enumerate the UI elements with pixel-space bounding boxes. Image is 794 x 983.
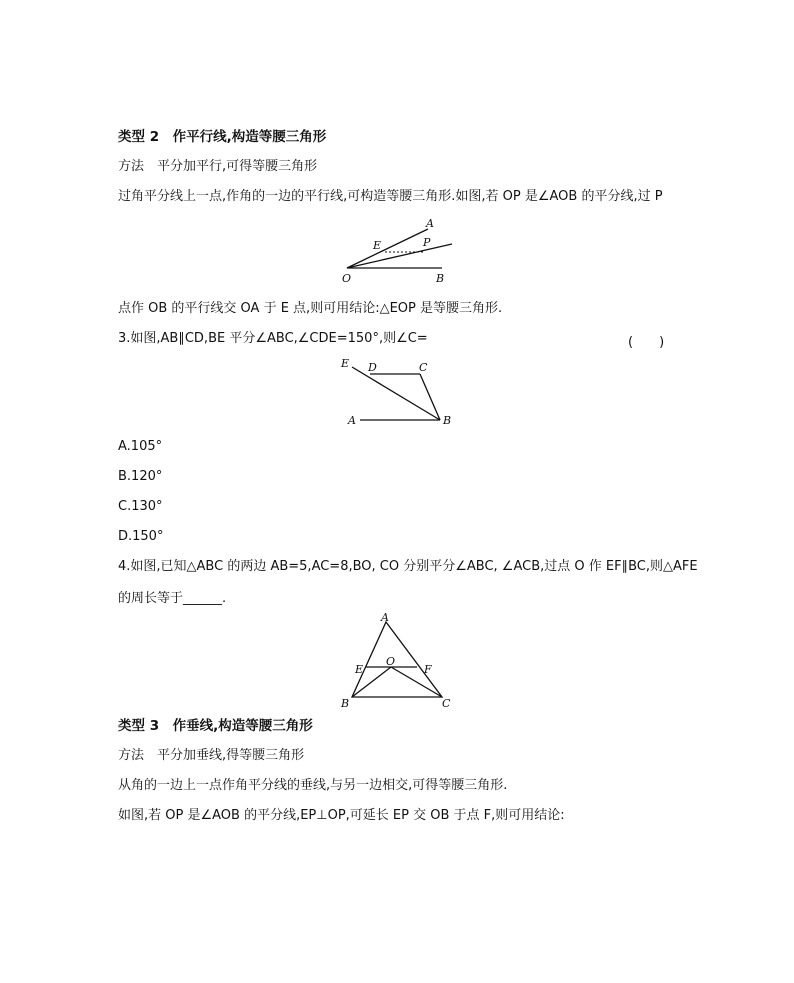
label-E: E	[373, 239, 382, 252]
segment-CO	[391, 667, 442, 697]
segment-CB	[420, 374, 440, 420]
figure-angle-bisector-parallel	[330, 215, 460, 287]
section2-intro-line2: 点作 OB 的平行线交 OA 于 E 点,则可用结论:△EOP 是等腰三角形.	[118, 301, 503, 316]
label-A: A	[426, 217, 434, 230]
figure-q3	[340, 355, 460, 430]
label-F: F	[424, 663, 432, 676]
label-A: A	[381, 611, 389, 624]
ray-OA	[347, 229, 428, 268]
section3-heading: 类型 3 作垂线,构造等腰三角形	[118, 718, 313, 734]
section2-heading: 类型 2 作平行线,构造等腰三角形	[118, 129, 327, 145]
q3-answer-bracket: ( )	[628, 335, 665, 350]
q4-line2: 的周长等于______.	[118, 591, 227, 606]
section3-line1: 从角的一边上一点作角平分线的垂线,与另一边相交,可得等腰三角形.	[118, 778, 508, 793]
label-E: E	[341, 357, 350, 370]
label-O: O	[342, 272, 352, 285]
label-A: A	[348, 414, 356, 427]
q4-line1: 4.如图,已知△ABC 的两边 AB=5,AC=8,BO, CO 分别平分∠ABC, ∠ACB,过点 O 作 EF∥BC,则△AFE	[118, 559, 698, 574]
label-P: P	[423, 236, 431, 249]
section3-method: 方法 平分加垂线,得等腰三角形	[118, 748, 305, 763]
label-D: D	[368, 361, 377, 374]
ray-OP	[347, 244, 452, 268]
section3-line2: 如图,若 OP 是∠AOB 的平分线,EP⊥OP,可延长 EP 交 OB 于点 F,则可用结论:	[118, 808, 565, 823]
label-B: B	[341, 697, 350, 710]
triangle-ABC	[352, 622, 442, 697]
figure-q4	[336, 612, 461, 712]
section2-intro-line1: 过角平分线上一点,作角的一边的平行线,可构造等腰三角形.如图,若 OP 是∠AOB 的平分线,过 P	[118, 189, 663, 204]
q3-option-d: D.150°	[118, 529, 164, 544]
q3-stem: 3.如图,AB∥CD,BE 平分∠ABC,∠CDE=150°,则∠C=	[118, 331, 428, 346]
label-C: C	[419, 361, 428, 374]
label-C: C	[442, 697, 451, 710]
section2-method: 方法 平分加平行,可得等腰三角形	[118, 159, 318, 174]
q3-option-a: A.105°	[118, 439, 163, 454]
q3-option-c: C.130°	[118, 499, 163, 514]
label-O: O	[386, 655, 396, 668]
label-B: B	[443, 414, 452, 427]
label-B: B	[436, 272, 445, 285]
label-E: E	[355, 663, 364, 676]
q3-option-b: B.120°	[118, 469, 163, 484]
segment-EB	[352, 367, 440, 420]
